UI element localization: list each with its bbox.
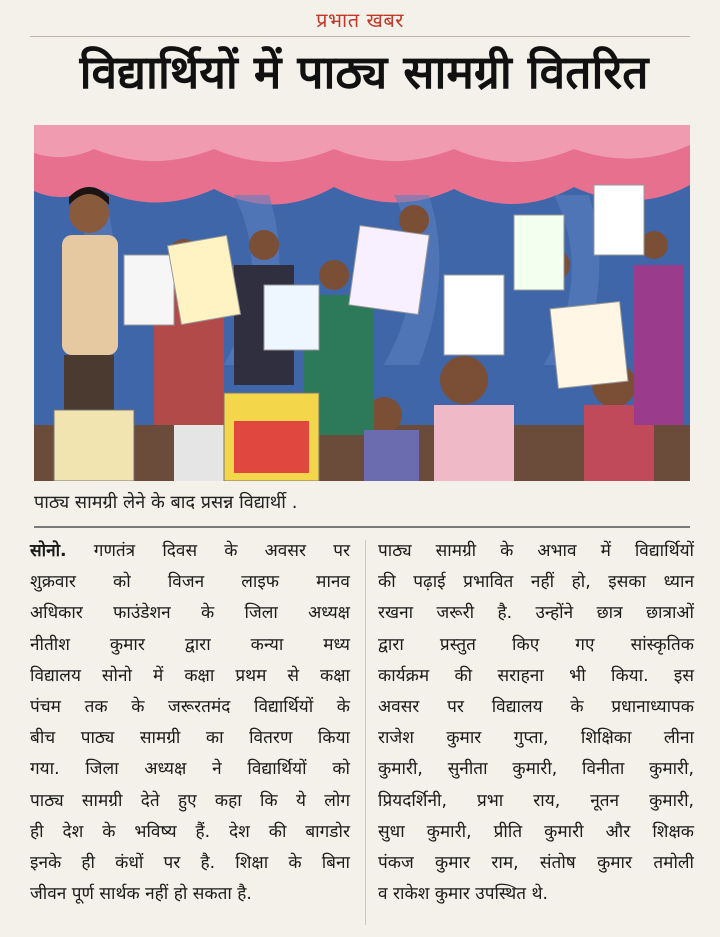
article-line: विद्यालय सोनो में कक्षा प्रथम से कक्षा (30, 665, 350, 686)
article-column-1 (30, 536, 350, 910)
article-line: कुमारी, सुनीता कुमारी, विनीता कुमारी, (378, 759, 694, 780)
article-line: प्रियदर्शिनी, प्रभा राय, नूतन कुमारी, (378, 790, 694, 811)
article-line: कार्यक्रम की सराहना भी किया. इस (378, 665, 694, 686)
article-line: गया. जिला अध्यक्ष ने विद्यार्थियों को (30, 759, 350, 780)
article-line: सुधा कुमारी, प्रीति कुमारी और शिक्षक (378, 821, 694, 842)
headline: विद्यार्थियों में पाठ्य सामग्री वितरित (79, 45, 649, 99)
source-divider (30, 36, 690, 37)
article-line: इनके ही कंधों पर है. शिक्षा के बिना (30, 853, 350, 874)
article-line: की पढ़ाई प्रभावित नहीं हो, इसका ध्यान (378, 572, 694, 593)
caption-rule (34, 526, 690, 528)
article-line: जीवन पूर्ण सार्थक नहीं हो सकता है. (30, 884, 252, 905)
source-label: प्रभात खबर (316, 8, 404, 32)
article-line: पाठ्य सामग्री के अभाव में विद्यार्थियों (378, 541, 694, 561)
article-line: पंचम तक के जरूरतमंद विद्यार्थियों के (30, 697, 350, 718)
photo-caption: पाठ्य सामग्री लेने के बाद प्रसन्न विद्यार्थी . (34, 492, 298, 513)
article-line: राजेश कुमार गुप्ता, शिक्षिका लीना (378, 728, 694, 749)
column-gutter (365, 540, 366, 925)
article-line: रखना जरूरी है. उन्होंने छात्र छात्राओं (378, 603, 694, 624)
article-line: सोनो. गणतंत्र दिवस के अवसर पर (30, 541, 350, 561)
article-line: अवसर पर विद्यालय के प्रधानाध्यापक (378, 697, 694, 718)
article-line: द्वारा प्रस्तुत किए गए सांस्कृतिक (378, 634, 694, 655)
photo-illustration (34, 125, 690, 481)
article-line: शुक्रवार को विजन लाइफ मानव (30, 572, 350, 593)
dateline: सोनो. (30, 541, 67, 561)
article-line: पाठ्य सामग्री देते हुए कहा कि ये लोग (30, 790, 350, 811)
article-line: ही देश के भविष्य हैं. देश की बागडोर (30, 821, 350, 842)
article-line: नीतीश कुमार द्वारा कन्या मध्य (30, 634, 350, 655)
article-line: पंकज कुमार राम, संतोष कुमार तमोली (378, 853, 694, 874)
article-line: व राकेश कुमार उपस्थित थे. (378, 884, 548, 905)
article-line: अधिकार फाउंडेशन के जिला अध्यक्ष (30, 603, 350, 624)
news-photo (34, 125, 690, 481)
article-column-2 (378, 536, 694, 910)
article-line: बीच पाठ्य सामग्री का वितरण किया (30, 728, 350, 749)
